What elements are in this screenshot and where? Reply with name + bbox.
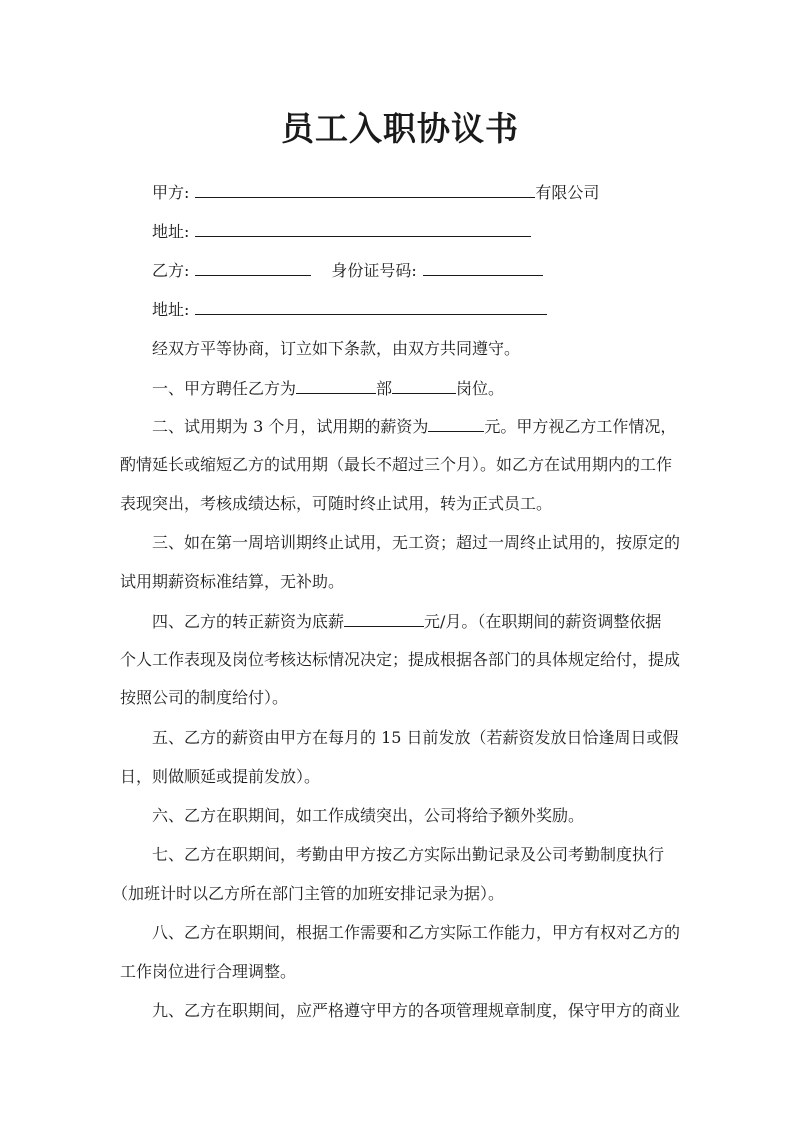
clause-2-line-3: 表现突出，考核成绩达标，可随时终止试用，转为正式员工。 — [120, 494, 553, 513]
clause-3-line-1: 三、如在第一周培训期终止试用，无工资；超过一周终止试用的，按原定的 — [152, 533, 681, 552]
clause-5-line-1: 五、乙方的薪资由甲方在每月的 15 日前发放（若薪资发放日恰逢周日或假 — [152, 728, 679, 747]
clause-4-base-salary-blank — [344, 609, 424, 627]
party-a-address-blank — [195, 219, 531, 237]
party-a-label: 甲方: — [152, 183, 190, 202]
clause-4-line-1 — [152, 609, 661, 634]
clause-1-part-1: 一、甲方聘任乙方为 — [152, 379, 297, 398]
party-b-address-line — [152, 297, 547, 322]
party-a-name-blank — [195, 180, 535, 198]
clause-8-line-1: 八、乙方在职期间，根据工作需要和乙方实际工作能力，甲方有权对乙方的 — [152, 923, 681, 942]
clause-6-line-1: 六、乙方在职期间，如工作成绩突出，公司将给予额外奖励。 — [152, 806, 585, 825]
party-a-line — [152, 180, 599, 205]
clause-4-line-2: 个人工作表现及岗位考核达标情况决定；提成根据各部门的具体规定给付，提成 — [120, 650, 681, 669]
clause-8-line-2: 工作岗位进行合理调整。 — [120, 962, 297, 981]
intro-text: 经双方平等协商，订立如下条款，由双方共同遵守。 — [152, 339, 521, 358]
party-b-label: 乙方: — [152, 261, 190, 280]
clause-5-line-2: 日，则做顺延或提前发放）。 — [120, 767, 321, 786]
clause-4-part-1: 四、乙方的转正薪资为底薪 — [152, 612, 345, 631]
clause-7-line-2: （加班计时以乙方所在部门主管的加班安排记录为据）。 — [112, 884, 505, 903]
clause-1-department-blank — [296, 376, 376, 394]
clause-4-part-2: 元/月。（在职期间的薪资调整依据 — [424, 612, 662, 631]
clause-1-part-3: 岗位。 — [456, 379, 505, 398]
party-b-id-blank — [423, 258, 543, 276]
party-a-address-line — [152, 219, 531, 244]
clause-2-part-2: 元。甲方视乙方工作情况， — [484, 417, 677, 436]
party-b-line — [152, 258, 543, 283]
clause-2-line-1 — [152, 414, 676, 439]
clause-2-line-2: 酌情延长或缩短乙方的试用期（最长不超过三个月）。如乙方在试用期内的工作 — [120, 455, 673, 474]
clause-4-line-3: 按照公司的制度给付）。 — [120, 688, 289, 707]
clause-1-position-blank — [392, 376, 456, 394]
party-b-name-blank — [195, 258, 311, 276]
clause-2-probation-salary-blank — [428, 414, 484, 432]
clause-1-part-2: 部 — [376, 379, 393, 398]
document-title: 员工入职协议书 — [281, 109, 519, 148]
clause-1 — [152, 376, 504, 401]
party-b-id-label: 身份证号码: — [331, 261, 417, 280]
clause-7-line-1: 七、乙方在职期间，考勤由甲方按乙方实际出勤记录及公司考勤制度执行 — [152, 845, 665, 864]
party-b-address-label: 地址: — [152, 300, 190, 319]
clause-3-line-2: 试用期薪资标准结算，无补助。 — [120, 572, 345, 591]
party-a-suffix: 有限公司 — [535, 183, 600, 202]
party-a-address-label: 地址: — [152, 222, 190, 241]
clause-2-part-1: 二、试用期为 3 个月，试用期的薪资为 — [152, 417, 429, 436]
party-b-address-blank — [195, 297, 547, 315]
clause-9-line-1: 九、乙方在职期间，应严格遵守甲方的各项管理规章制度，保守甲方的商业 — [152, 1001, 681, 1020]
